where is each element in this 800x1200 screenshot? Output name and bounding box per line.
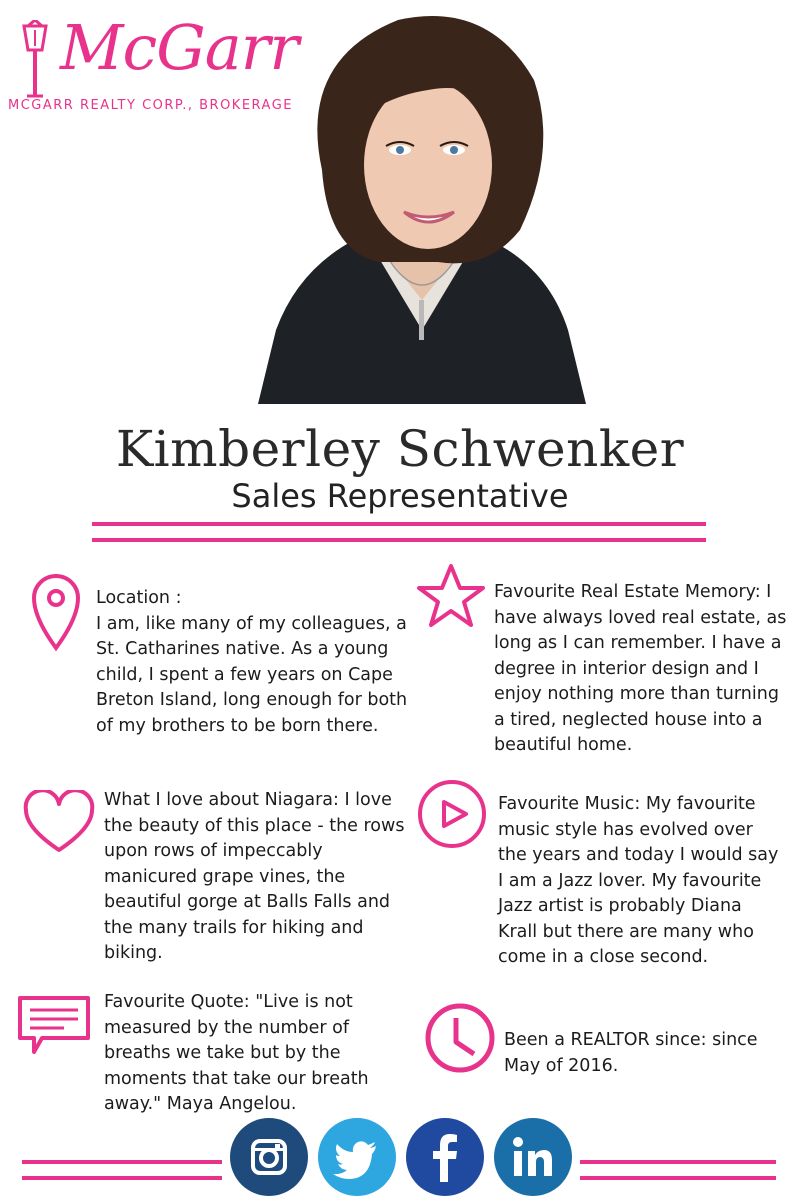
- quote-text: Favourite Quote: "Live is not measured by the number of breaths we take but by the moments that take our breath away." Maya Angelou.: [104, 992, 369, 1114]
- divider-bottom-right-1: [580, 1160, 776, 1164]
- street-lamp-icon: [18, 20, 52, 100]
- divider-bottom-left-2: [22, 1176, 222, 1180]
- realtor-since-text: Been a REALTOR since: since May of 2016.: [504, 1030, 758, 1076]
- logo-subtitle: MCGARR REALTY CORP., BROKERAGE: [8, 98, 293, 113]
- location-pin-icon: [30, 572, 82, 652]
- music-text: Favourite Music: My favourite music style has evolved over the years and today I would say I am a Jazz lover. My favourite Jazz artist is probably Diana Krall but there are many who come in a close second.: [498, 794, 779, 967]
- agent-portrait: [258, 0, 586, 404]
- chat-bubble-icon: [16, 994, 92, 1056]
- niagara-text: What I love about Niagara: I love the beauty of this place - the rows upon rows of impeccably manicured grape vines, the beautiful gorge at Balls Falls and the many trails for hiking and biking.: [104, 790, 405, 963]
- location-label: Location :: [96, 588, 182, 608]
- twitter-button[interactable]: [318, 1118, 396, 1196]
- agent-name: Kimberley Schwenker: [115, 420, 685, 478]
- clock-icon: [424, 1002, 496, 1074]
- memory-text: Favourite Real Estate Memory: I have always loved real estate, as long as I can remember. I have a degree in interior design and I enjoy nothing more than turning a tired, neglected house into a beautiful home.: [494, 582, 787, 755]
- divider-bottom-right-2: [580, 1176, 776, 1180]
- instagram-icon: [230, 1118, 308, 1196]
- instagram-button[interactable]: [230, 1118, 308, 1196]
- facebook-icon: [406, 1118, 484, 1196]
- play-icon: [416, 778, 488, 850]
- agent-role: Sales Representative: [231, 477, 569, 515]
- divider-top-2: [92, 538, 706, 542]
- divider-top-1: [92, 522, 706, 526]
- heart-icon: [22, 790, 96, 854]
- star-icon: [416, 562, 486, 630]
- location-text: I am, like many of my colleagues, a St. Catharines native. As a young child, I spent a few years on Cape Breton Island, long enough for both of my brothers to be born there.: [96, 613, 408, 736]
- location-section: [96, 586, 416, 739]
- logo-wordmark: McGarr: [60, 11, 298, 84]
- linkedin-button[interactable]: [494, 1118, 572, 1196]
- linkedin-icon: [494, 1118, 572, 1196]
- twitter-icon: [318, 1118, 396, 1196]
- divider-bottom-left-1: [22, 1160, 222, 1164]
- facebook-button[interactable]: [406, 1118, 484, 1196]
